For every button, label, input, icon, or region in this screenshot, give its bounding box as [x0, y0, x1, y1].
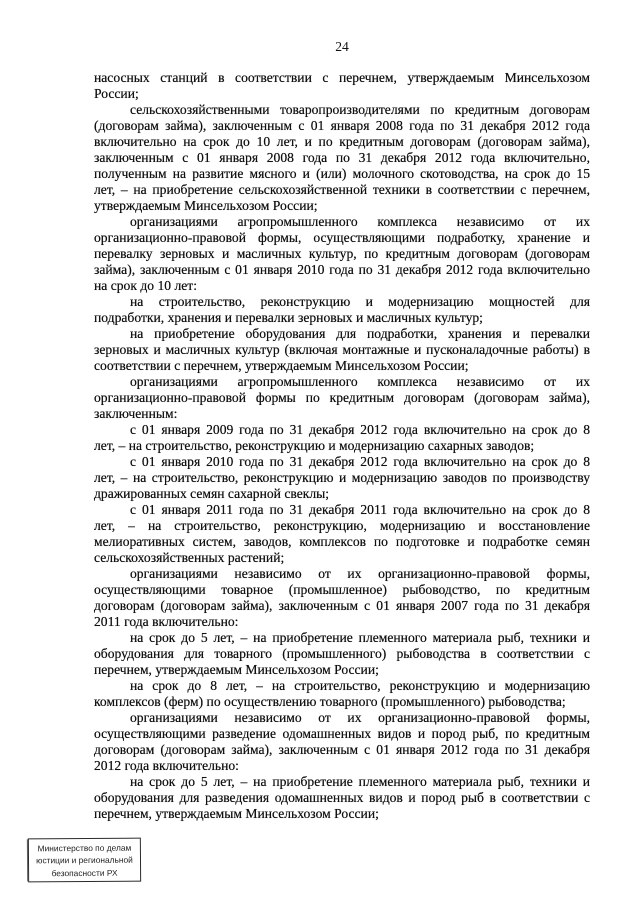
text-line: мелиоративных систем, заводов, комплексов по подготовке и подработке семян — [94, 534, 590, 549]
text-line: (договорам займа), заключенным с 01 января 2008 года по 31 декабря 2012 года — [94, 118, 590, 133]
text-line: зерновых и масличных культур (включая монтажные и пусконаладочные работы) в — [94, 342, 590, 357]
text-line: осуществляющими разведение одомашненных видов и пород рыб, по кредитным — [94, 726, 590, 741]
text-line: 2012 года включительно: — [94, 758, 239, 773]
text-line: организациями агропромышленного комплекса независимо от их — [130, 374, 590, 389]
paragraph — [94, 326, 590, 374]
text-line: договорам (договорам займа), заключенным с 01 января 2007 года по 31 декабря — [94, 598, 590, 613]
paragraph — [94, 774, 590, 822]
paragraph — [94, 374, 590, 422]
text-line: перевалку зерновых и масличных культур, по кредитным договорам (договорам — [94, 246, 590, 261]
text-line: сельскохозяйственных растений; — [94, 550, 285, 565]
text-line: подработки, хранения и перевалки зерновых и масличных культур; — [94, 310, 483, 325]
text-line: оборудования для разведения одомашненных видов и пород рыб в соответствии с — [94, 790, 590, 805]
text-line: лет, – на приобретение сельскохозяйственной техники в соответствии с перечнем, — [94, 182, 590, 197]
text-line: осуществляющими товарное (промышленное) рыбоводство, по кредитным — [94, 582, 590, 597]
text-line: лет, – на строительство, реконструкцию, модернизацию и восстановление — [94, 518, 590, 533]
text-line: 2011 года включительно: — [94, 614, 239, 629]
paragraph — [94, 678, 590, 710]
text-line: на срок до 5 лет, – на приобретение племенного материала рыб, техники и — [130, 630, 590, 645]
text-line: насосных станций в соответствии с перечнем, утверждаемым Минсельхозом — [94, 70, 590, 85]
stamp-line: Министерство по делам — [37, 842, 132, 854]
text-line: соответствии с перечнем, утверждаемым Минсельхозом России; — [94, 358, 469, 373]
text-line: оборудования для товарного (промышленного) рыбоводства в соответствии с — [94, 646, 590, 661]
text-line: включительно на срок до 10 лет, и по кредитным договорам (договорам займа), — [94, 134, 590, 149]
text-line: дражированных семян сахарной свеклы; — [94, 486, 330, 501]
text-line: организациями независимо от их организационно-правовой формы, — [130, 566, 590, 581]
text-line: договорам (договорам займа), заключенным с 01 января 2012 года по 31 декабря — [94, 742, 590, 757]
text-line: заключенным: — [94, 406, 178, 421]
text-line: организациями агропромышленного комплекса независимо от их — [130, 214, 590, 229]
paragraph — [94, 566, 590, 630]
paragraph — [94, 630, 590, 678]
text-line: комплексов (ферм) по осуществлению товарного (промышленного) рыбоводства; — [94, 694, 566, 709]
text-line: на срок до 5 лет, – на приобретение племенного материала рыб, техники и — [130, 774, 590, 789]
text-line: организационно-правовой формы, осуществляющими подработку, хранение и — [94, 230, 590, 245]
text-line: утверждаемым Минсельхозом России; — [94, 198, 318, 213]
text-line: на срок до 8 лет, – на строительство, реконструкцию и модернизацию — [130, 678, 590, 693]
paragraph — [94, 422, 590, 454]
text-line: полученным на развитие мясного и (или) молочного скотоводства, на срок до 15 — [94, 166, 590, 181]
stamp-line: безопасности РХ — [51, 867, 118, 878]
text-line: организационно-правовой формы по кредитным договорам (договорам займа), — [94, 390, 590, 405]
paragraph — [94, 70, 590, 102]
text-line: перечнем, утверждаемым Минсельхозом России; — [94, 662, 379, 677]
paragraph — [94, 102, 590, 214]
paragraph — [94, 454, 590, 502]
registration-stamp — [28, 838, 141, 883]
text-line: лет, – на строительство, реконструкцию и модернизацию заводов по производству — [94, 470, 590, 485]
text-line: с 01 января 2009 года по 31 декабря 2012 года включительно на срок до 8 — [130, 422, 590, 437]
paragraph — [94, 710, 590, 774]
text-line: на строительство, реконструкцию и модернизацию мощностей для — [130, 294, 590, 309]
text-line: на срок до 10 лет: — [94, 278, 197, 293]
document-body — [94, 70, 590, 822]
text-line: организациями независимо от их организационно-правовой формы, — [130, 710, 590, 725]
text-line: займа), заключенным с 01 января 2010 года по 31 декабря 2012 года включительно — [94, 262, 590, 277]
stamp-line: юстиции и региональной — [36, 854, 133, 866]
text-line: заключенным с 01 января 2008 года по 31 декабря 2012 года включительно, — [94, 150, 590, 165]
paragraph — [94, 294, 590, 326]
paragraph — [94, 502, 590, 566]
text-line: России; — [94, 86, 139, 101]
text-line: на приобретение оборудования для подработки, хранения и перевалки — [130, 326, 590, 341]
page-number: 24 — [335, 39, 349, 54]
paragraph — [94, 214, 590, 294]
text-line: перечнем, утверждаемым Минсельхозом России; — [94, 806, 379, 821]
text-line: с 01 января 2010 года по 31 декабря 2012 года включительно на срок до 8 — [130, 454, 590, 469]
text-line: с 01 января 2011 года по 31 декабря 2011 года включительно на срок до 8 — [130, 502, 590, 517]
text-line: сельскохозяйственными товаропроизводителями по кредитным договорам — [130, 102, 590, 117]
text-line: лет, – на строительство, реконструкцию и модернизацию сахарных заводов; — [94, 438, 535, 453]
